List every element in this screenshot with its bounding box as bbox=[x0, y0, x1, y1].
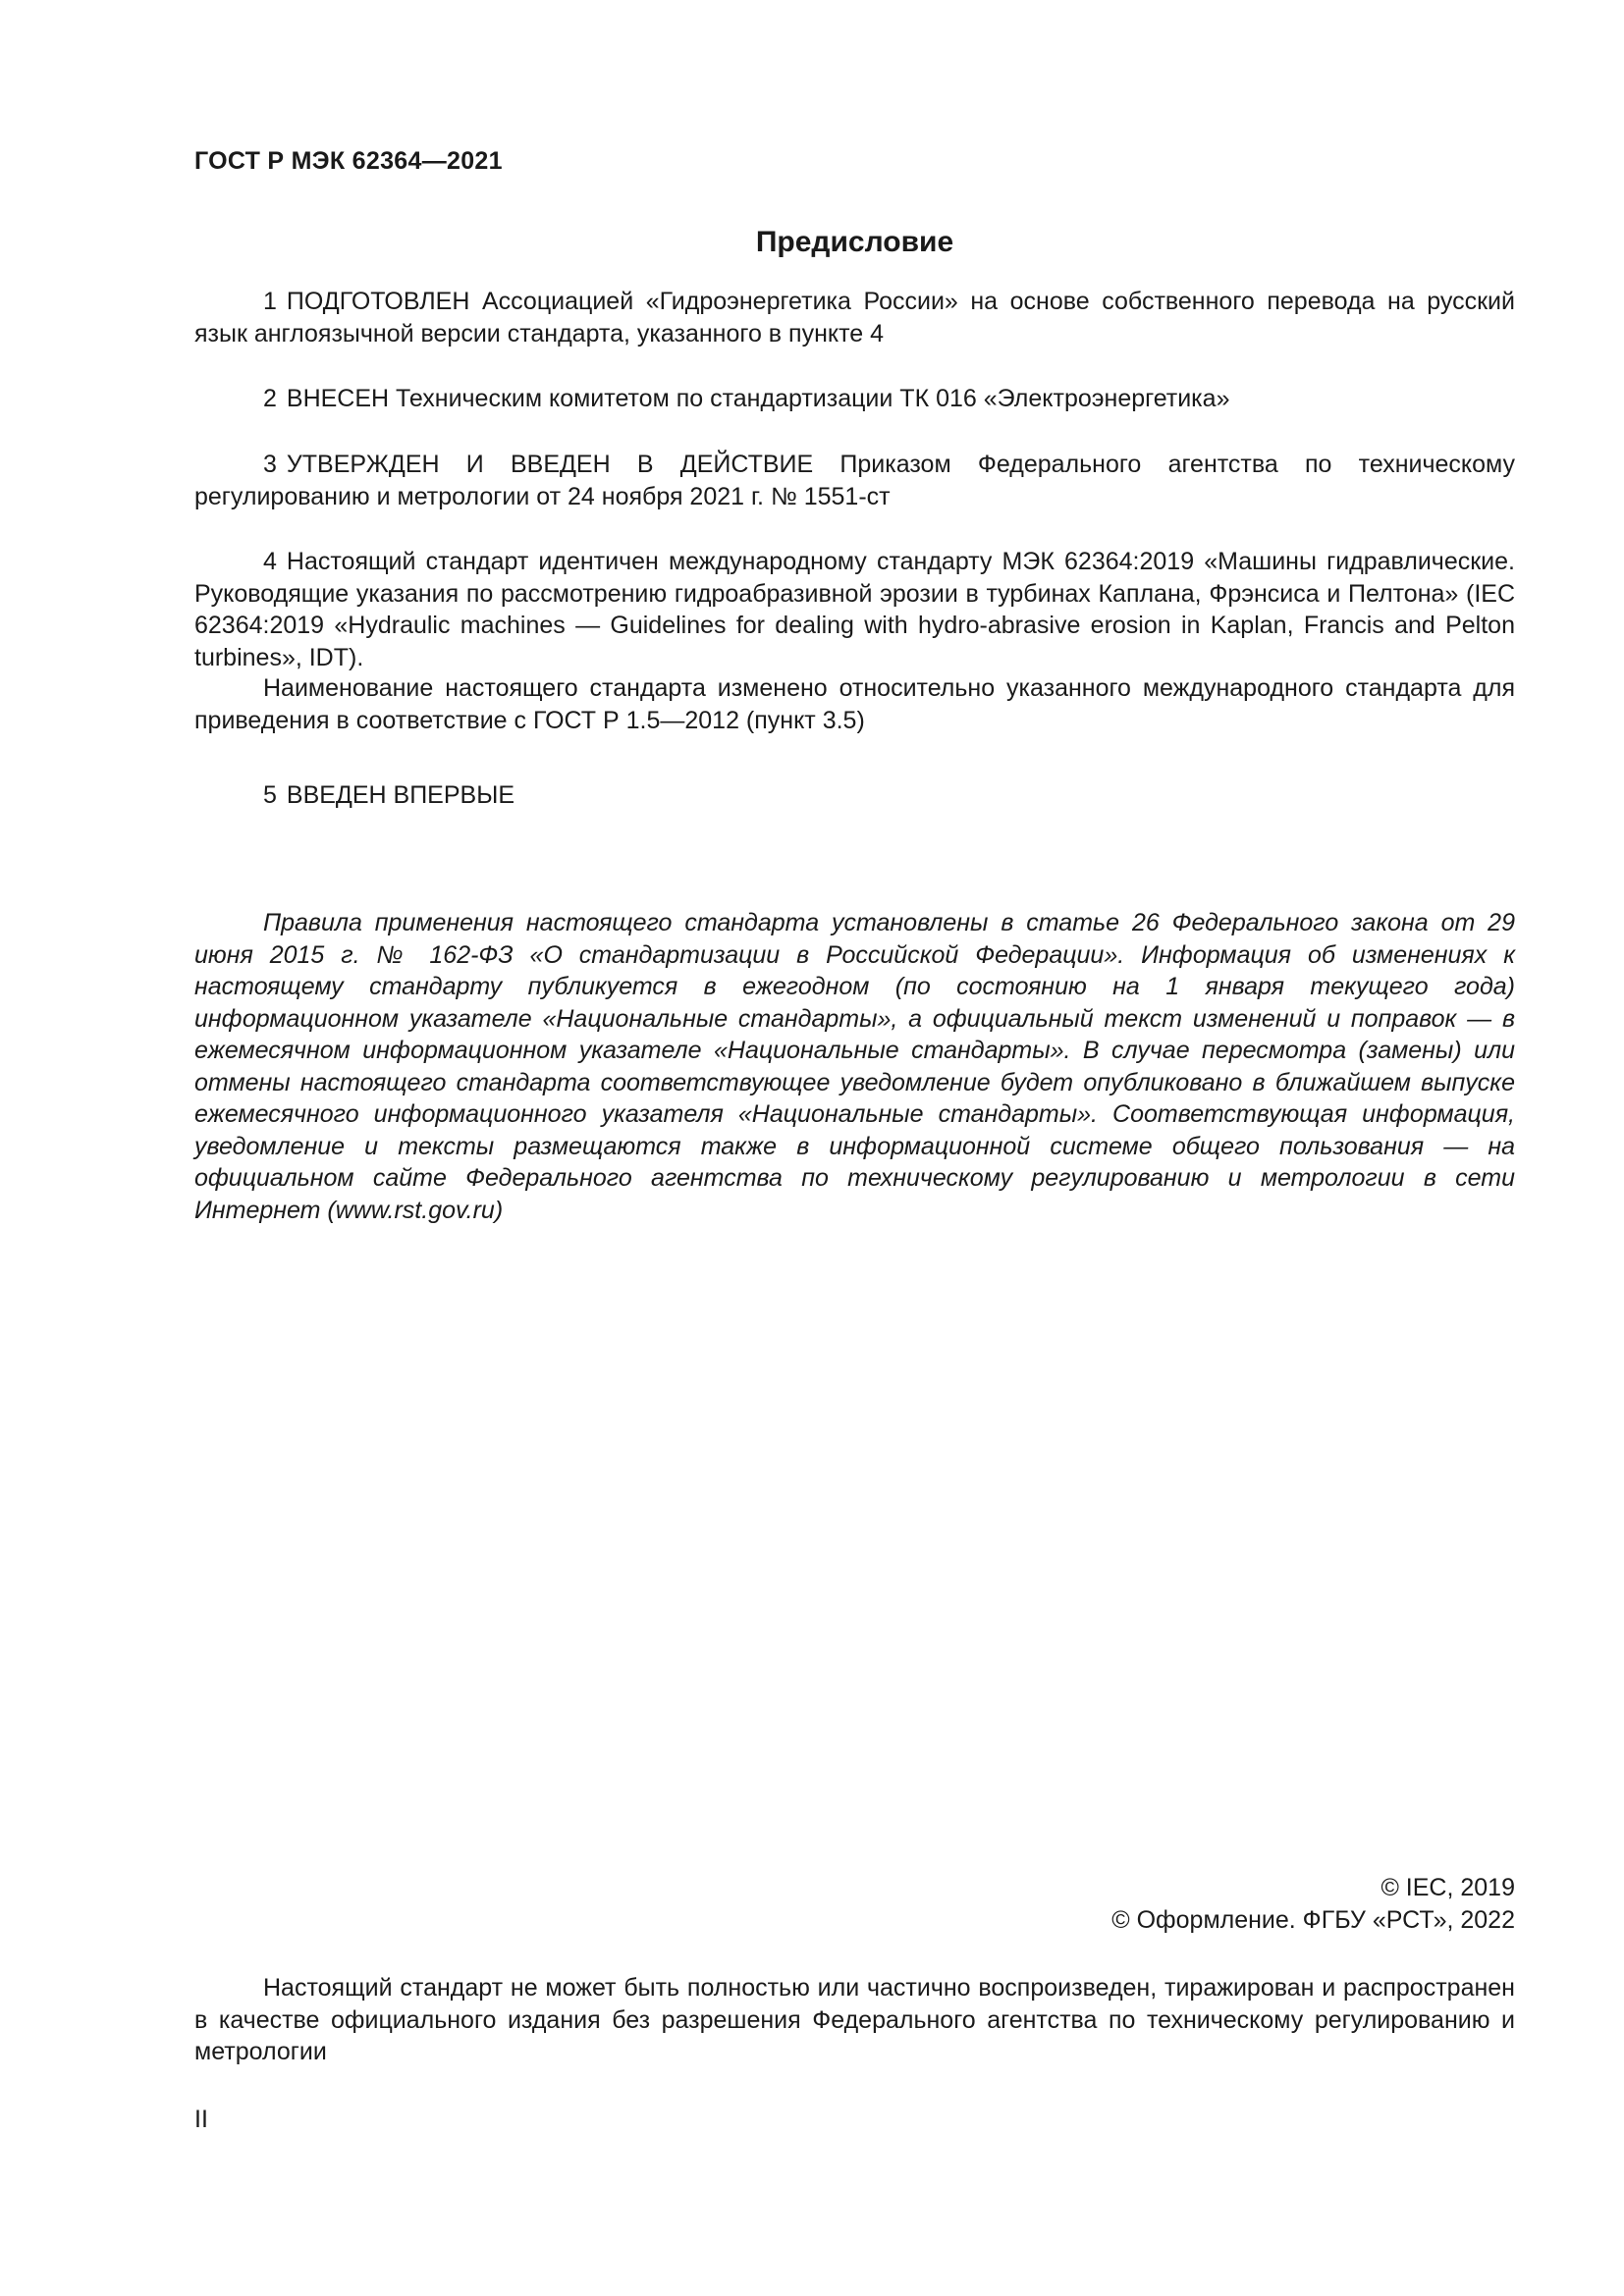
reproduction-notice: Настоящий стандарт не может быть полностью или частично воспроизведен, тиражирован и распространен в качестве официального издания без разрешения Федерального агентства по техническому регулированию и метрологии bbox=[194, 1974, 1515, 2065]
preface-item-2 bbox=[194, 383, 1515, 415]
preface-item-4-note: Наименование настоящего стандарта изменено относительно указанного международного стандарта для приведения в соответствие с ГОСТ Р 1.5—2012 (пункт 3.5) bbox=[194, 674, 1515, 734]
preface-item-5 bbox=[194, 779, 1515, 812]
preface-item-text: УТВЕРЖДЕН И ВВЕДЕН В ДЕЙСТВИЕ Приказом Федерального агентства по техническому регулированию и метрологии от 24 ноября 2021 г. № 1551-ст bbox=[194, 451, 1515, 510]
preface-item-number: 4 bbox=[263, 548, 277, 575]
preface-item-text: ВВЕДЕН ВПЕРВЫЕ bbox=[286, 781, 515, 809]
preface-item-text: ВНЕСЕН Техническим комитетом по стандартизации ТК 016 «Электроэнергетика» bbox=[286, 385, 1230, 412]
copyright-iec: © IEC, 2019 bbox=[1380, 1874, 1515, 1901]
preface-item-4 bbox=[194, 546, 1515, 673]
document-page bbox=[194, 147, 1515, 2209]
preface-item-text: ПОДГОТОВЛЕН Ассоциацией «Гидроэнергетика России» на основе собственного перевода на русский язык англоязычной версии стандарта, указанного в пункте 4 bbox=[194, 288, 1515, 347]
preface-item-1 bbox=[194, 286, 1515, 349]
page-number: II bbox=[194, 2106, 208, 2133]
preface-item-number: 1 bbox=[263, 288, 277, 315]
page-title: Предисловие bbox=[755, 226, 954, 258]
document-code: ГОСТ Р МЭК 62364—2021 bbox=[194, 147, 503, 175]
application-rules-text: Правила применения настоящего стандарта установлены в статье 26 Федерального закона от 29 июня 2015 г. № 162-ФЗ «О стандартизации в Российской Федерации». Информация об изменениях к настоящему стандарту публикуется в ежегодном (по состоянию на 1 января текущего года) информационном указателе «Национальные стандарты», а официальный текст изменений и поправок — в ежемесячном информационном указателе «Национальные стандарты». В случае пересмотра (замены) или отмены настоящего стандарта соответствующее уведомление будет опубликовано в ближайшем выпуске ежемесячного информационного указателя «Национальные стандарты». Соответствующая информация, уведомление и тексты размещаются также в информационной системе общего пользования — на официальном сайте Федерального агентства по техническому регулированию и метрологии в сети Интернет (www.rst.gov.ru) bbox=[194, 909, 1515, 1224]
preface-item-number: 3 bbox=[263, 451, 277, 478]
copyright-block bbox=[1111, 1872, 1515, 1937]
preface-item-number: 5 bbox=[263, 781, 277, 809]
preface-item-text: Настоящий стандарт идентичен международному стандарту МЭК 62364:2019 «Машины гидравлические. Руководящие указания по рассмотрению гидроабразивной эрозии в турбинах Каплана, Фрэнсиса и Пелтона» (IEC 62364:2019 «Hydraulic machines — Guidelines for dealing with hydro-abrasive erosion in Kaplan, Francis and Pelton turbines», IDT). bbox=[194, 548, 1515, 671]
copyright-rst: © Оформление. ФГБУ «РСТ», 2022 bbox=[1111, 1906, 1515, 1934]
preface-item-number: 2 bbox=[263, 385, 277, 412]
preface-item-3 bbox=[194, 449, 1515, 512]
